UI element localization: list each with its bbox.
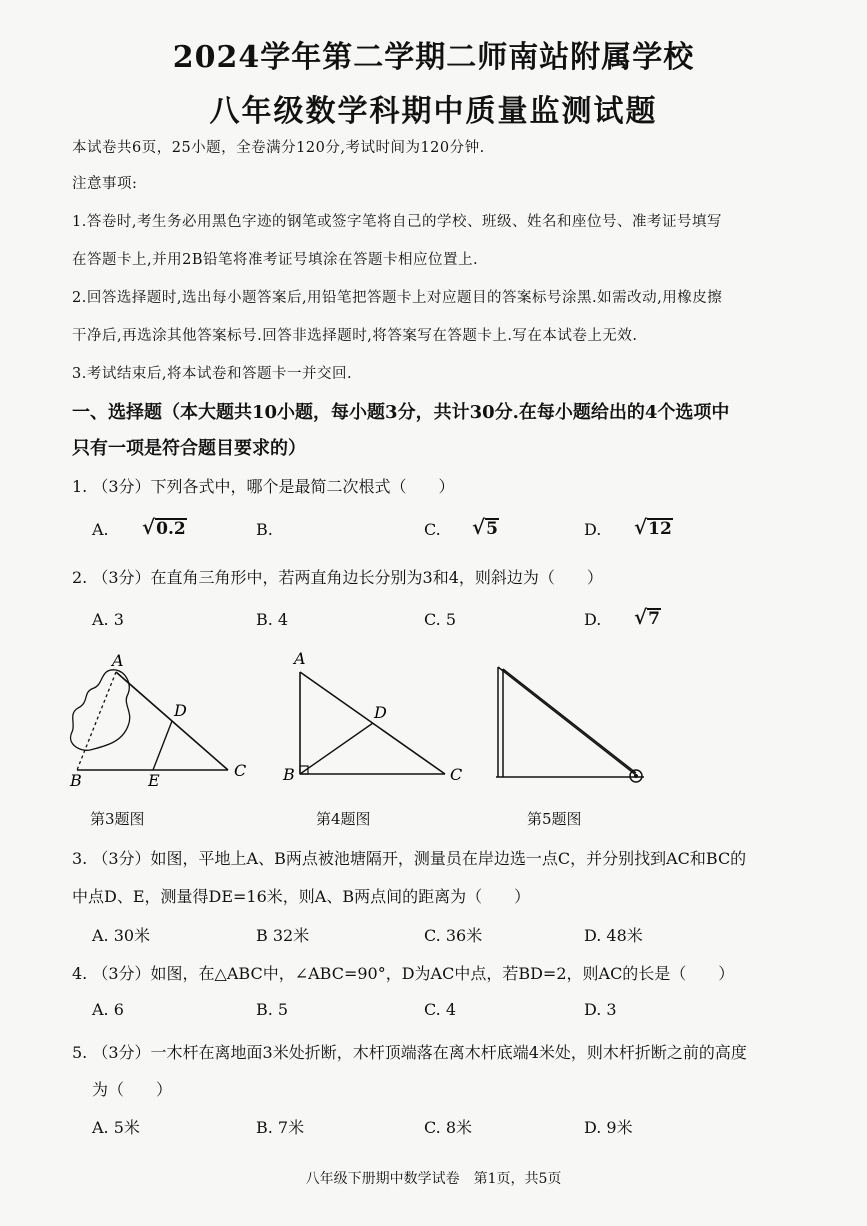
section-heading-line2: 只有一项是符合题目要求的） bbox=[72, 438, 306, 459]
question-1-stem: 1. （3分）下列各式中，哪个是最简二次根式（ ） bbox=[72, 477, 455, 496]
notice-heading: 注意事项: bbox=[72, 176, 138, 192]
sqrt-icon: √ bbox=[634, 605, 648, 629]
sqrt-icon: √ bbox=[142, 515, 156, 539]
point-a-label: A bbox=[294, 650, 306, 668]
median-bd bbox=[300, 723, 373, 774]
point-d-label: D bbox=[174, 701, 187, 720]
point-d-label: D bbox=[374, 703, 387, 722]
figure-5-broken-pole bbox=[486, 655, 666, 790]
question-2-options bbox=[92, 605, 812, 636]
question-5-line1: 5. （3分）一木杆在离地面3米处折断，木杆顶端落在离木杆底端4米处，则木杆折断之前的高度 bbox=[72, 1043, 747, 1062]
option-b: B. 4 bbox=[256, 610, 289, 629]
question-2-stem: 2. （3分）在直角三角形中，若两直角边长分别为3和4，则斜边为（ ） bbox=[72, 568, 603, 587]
option-a-label: A. bbox=[92, 520, 109, 539]
option-d-sqrt bbox=[634, 515, 673, 539]
option-a: A. 30米 bbox=[92, 926, 151, 945]
question-5-line2: 为（ ） bbox=[92, 1080, 173, 1099]
exam-title-line1: 2024学年第二学期二师南站附属学校 bbox=[172, 40, 695, 75]
option-b: B. 5 bbox=[256, 1000, 289, 1019]
question-3-options bbox=[92, 923, 812, 949]
notice-item-3: 3.考试结束后,将本试卷和答题卡一并交回. bbox=[72, 366, 353, 382]
question-4-options bbox=[92, 1000, 812, 1026]
option-c: C. 8米 bbox=[424, 1118, 473, 1137]
radicand: 0.2 bbox=[156, 519, 186, 539]
option-d-label: D. bbox=[584, 520, 602, 539]
notice-item-1-line2: 在答题卡上,并用2B铅笔将准考证号填涂在答题卡相应位置上. bbox=[72, 252, 479, 268]
point-b-label: B bbox=[70, 771, 82, 790]
pole-tip-dot bbox=[634, 774, 638, 778]
figure-4-right-triangle bbox=[280, 650, 480, 790]
broken-part-inner bbox=[503, 669, 636, 773]
option-a: A. 3 bbox=[92, 610, 124, 629]
option-a: A. 5米 bbox=[92, 1118, 140, 1137]
point-c-label: C bbox=[234, 761, 247, 780]
exam-title-line2: 八年级数学科期中质量监测试题 bbox=[209, 94, 658, 129]
figure-3-pond-diagram bbox=[60, 650, 260, 790]
notice-item-2-line1: 2.回答选择题时,选出每小题答案后,用铅笔把答题卡上对应题目的答案标号涂黑.如需改动,用橡皮擦 bbox=[72, 290, 723, 306]
figure-5-caption: 第5题图 bbox=[527, 810, 582, 828]
exam-summary: 本试卷共6页，25小题，全卷满分120分,考试时间为120分钟. bbox=[72, 140, 485, 156]
option-d-sqrt bbox=[634, 605, 661, 629]
point-a-label: A bbox=[112, 651, 124, 670]
question-3-line1: 3. （3分）如图，平地上A、B两点被池塘隔开，测量员在岸边选一点C，并分别找到AC和BC的 bbox=[72, 849, 747, 868]
option-c: C. 5 bbox=[424, 610, 457, 629]
question-4-stem: 4. （3分）如图，在△ABC中，∠ABC=90°，D为AC中点，若BD=2，则AC的长是（ ） bbox=[72, 964, 735, 983]
question-3-line2: 中点D、E，测量得DE=16米，则A、B两点间的距离为（ ） bbox=[72, 887, 531, 906]
segment-de bbox=[153, 721, 172, 770]
notice-item-1-line1: 1.答卷时,考生务必用黑色字迹的钢笔或签字笔将自己的学校、班级、姓名和座位号、准考证号填写 bbox=[72, 214, 722, 230]
option-c: C. 36米 bbox=[424, 926, 483, 945]
radicand: 5 bbox=[486, 519, 498, 539]
option-d: D. 48米 bbox=[584, 926, 643, 945]
radicand: 7 bbox=[648, 609, 660, 629]
question-5-options bbox=[92, 1115, 812, 1141]
option-c-sqrt bbox=[472, 515, 499, 539]
option-b: B 32米 bbox=[256, 926, 310, 945]
point-e-label: E bbox=[148, 771, 160, 790]
broken-part-outer bbox=[498, 667, 636, 775]
figure-4-caption: 第4题图 bbox=[316, 810, 371, 828]
option-d: D. 9米 bbox=[584, 1118, 633, 1137]
radicand: 12 bbox=[648, 519, 672, 539]
option-c: C. 4 bbox=[424, 1000, 457, 1019]
point-b-label: B bbox=[283, 765, 295, 784]
section-heading-line1: 一、选择题（本大题共10小题，每小题3分，共计30分.在每小题给出的4个选项中 bbox=[72, 402, 730, 423]
notice-item-2-line2: 干净后,再选涂其他答案标号.回答非选择题时,将答案写在答题卡上.写在本试卷上无效. bbox=[72, 328, 638, 344]
option-a-sqrt bbox=[142, 515, 187, 539]
sqrt-icon: √ bbox=[472, 515, 486, 539]
option-a: A. 6 bbox=[92, 1000, 124, 1019]
option-b-label: B. bbox=[256, 520, 273, 539]
option-c-label: C. bbox=[424, 520, 441, 539]
figure-3-caption: 第3题图 bbox=[90, 810, 145, 828]
option-d-label: D. bbox=[584, 610, 602, 629]
option-b: B. 7米 bbox=[256, 1118, 305, 1137]
pond-outline bbox=[71, 670, 130, 750]
question-1-options bbox=[92, 515, 812, 546]
point-c-label: C bbox=[450, 765, 463, 784]
option-d: D. 3 bbox=[584, 1000, 617, 1019]
page-footer: 八年级下册期中数学试卷 第1页，共5页 bbox=[305, 1171, 562, 1187]
sqrt-icon: √ bbox=[634, 515, 648, 539]
